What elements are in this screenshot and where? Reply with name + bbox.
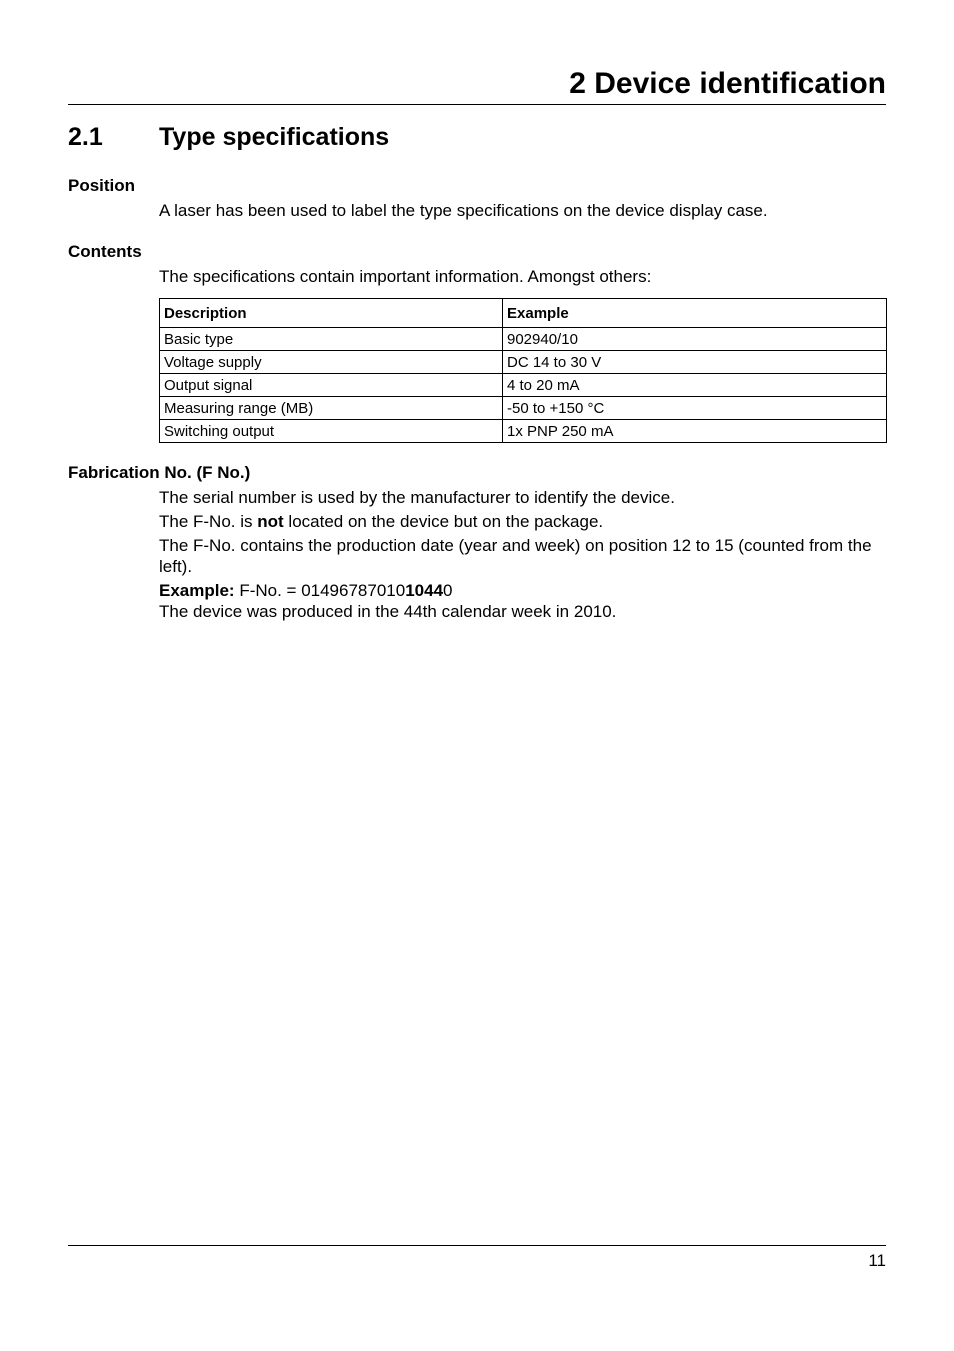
table-cell-description: Measuring range (MB): [160, 397, 503, 420]
table-cell-description: Output signal: [160, 374, 503, 397]
fabrication-line2: [159, 511, 889, 532]
table-cell-example: 902940/10: [503, 328, 887, 351]
fabrication-line4: The device was produced in the 44th calendar week in 2010.: [159, 602, 617, 621]
fabrication-line2-before: The F-No. is: [159, 512, 258, 531]
fabrication-example: [159, 580, 889, 601]
table-row: [160, 397, 887, 420]
fabrication-line3: The F-No. contains the production date (year and week) on position 12 to 15 (counted from the left).: [159, 536, 872, 576]
table-cell-example: DC 14 to 30 V: [503, 351, 887, 374]
table-row: [160, 374, 887, 397]
fabrication-line2-emphasis: not: [257, 512, 284, 531]
table-cell-example: 1x PNP 250 mA: [503, 420, 887, 443]
fabrication-line2-after: located on the device but on the package.: [283, 512, 604, 531]
chapter-title: 2 Device identification: [569, 67, 886, 100]
table-cell-example: -50 to +150 °C: [503, 397, 887, 420]
table-row: [160, 328, 887, 351]
table-header-example: Example: [503, 299, 887, 328]
contents-text: The specifications contain important information. Amongst others:: [159, 267, 652, 286]
example-prefix: F-No. = 01496787010: [234, 581, 406, 600]
example-label: Example:: [159, 581, 235, 600]
table-header-description: Description: [160, 299, 503, 328]
fabrication-heading: Fabrication No. (F No.): [68, 463, 251, 482]
position-heading: Position: [68, 176, 136, 195]
table-header-row: [160, 299, 887, 328]
table-cell-description: Switching output: [160, 420, 503, 443]
contents-heading: Contents: [68, 242, 142, 261]
example-week-digits: 1044: [405, 581, 444, 600]
page-number: 11: [868, 1251, 886, 1270]
table-row: [160, 351, 887, 374]
table-row: [160, 420, 887, 443]
fabrication-line1: The serial number is used by the manufacturer to identify the device.: [159, 488, 675, 507]
section-title: Type specifications: [159, 123, 390, 151]
table-cell-example: 4 to 20 mA: [503, 374, 887, 397]
section-number: 2.1: [68, 123, 103, 151]
spec-table: [159, 298, 887, 443]
section-heading: [68, 122, 389, 152]
footer-rule: [68, 1245, 886, 1246]
header-rule: [68, 104, 886, 105]
position-text: A laser has been used to label the type specifications on the device display case.: [159, 201, 768, 220]
example-suffix: 0: [443, 581, 453, 600]
table-cell-description: Basic type: [160, 328, 503, 351]
table-cell-description: Voltage supply: [160, 351, 503, 374]
